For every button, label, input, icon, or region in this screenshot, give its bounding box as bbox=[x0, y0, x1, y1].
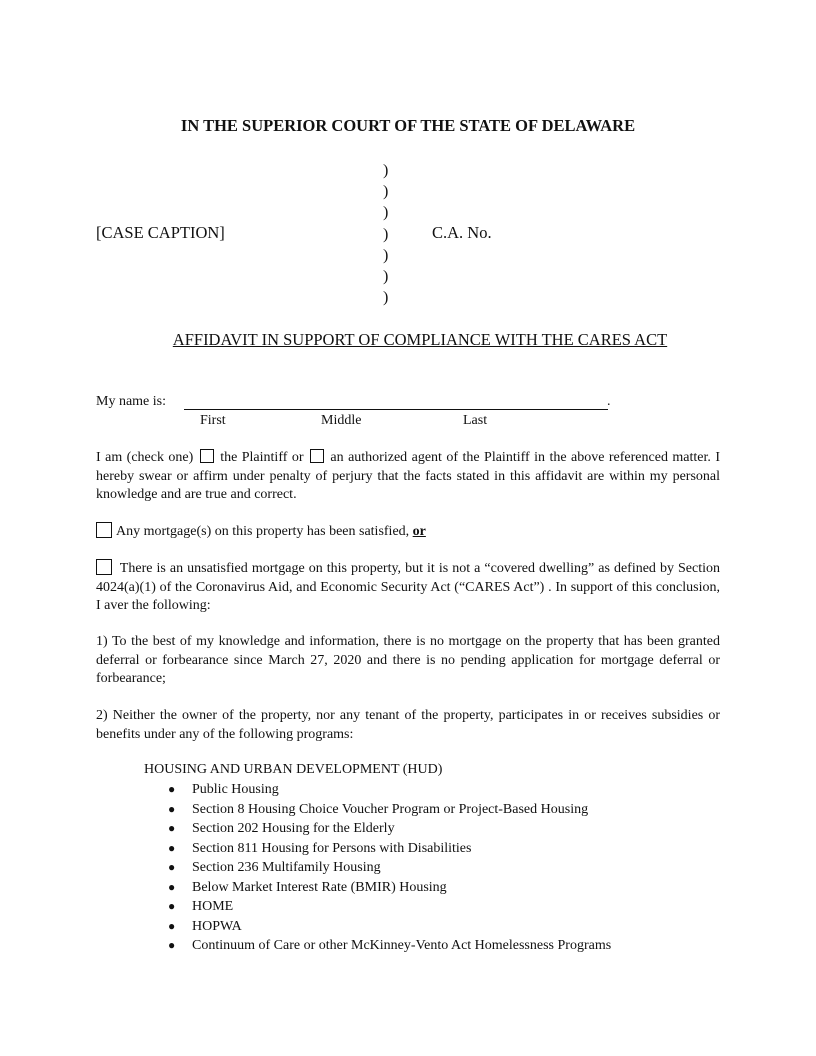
bullet-icon: ● bbox=[168, 782, 176, 796]
list-item-text: HOPWA bbox=[192, 918, 242, 934]
unsatisfied-text: There is an unsatisfied mortgage on this property, but it is not a “covered dwelling” as defined by Section 4024(a)(1) of the Coronavirus Aid, and Economic Security Act (“CARES Act”) . In support of this conclusion, I aver the following: bbox=[96, 561, 721, 613]
hud-program-list bbox=[168, 780, 611, 956]
list-item bbox=[168, 917, 611, 937]
point-2-paragraph: 2) Neither the owner of the property, nor any tenant of the property, participates in or receives subsidies or benefits under any of the following programs: bbox=[96, 708, 720, 742]
list-item bbox=[168, 897, 611, 917]
affidavit-title: AFFIDAVIT IN SUPPORT OF COMPLIANCE WITH THE CARES ACT bbox=[172, 330, 668, 349]
identity-option-plaintiff: the Plaintiff or bbox=[220, 450, 304, 465]
list-item-text: HOME bbox=[192, 899, 234, 914]
list-item-text: Section 202 Housing for the Elderly bbox=[192, 821, 395, 836]
name-sub-last: Last bbox=[463, 413, 488, 428]
identity-option-agent: an authorized agent of the Plaintiff in the above referenced matter. I hereby swear or affirm under penalty of perjury that the facts stated in this affidavit are within my personal knowledge and are true and correct. bbox=[96, 450, 720, 502]
satisfied-checkbox[interactable] bbox=[96, 522, 112, 538]
list-item-text: Continuum of Care or other McKinney-Vento Act Homelessness Programs bbox=[192, 938, 612, 953]
bullet-icon: ● bbox=[168, 840, 176, 855]
bullet-icon: ● bbox=[168, 821, 176, 835]
name-sub-first: First bbox=[200, 413, 226, 428]
list-item-text: Public Housing bbox=[192, 782, 279, 797]
bullet-icon: ● bbox=[168, 860, 176, 874]
name-sub-middle: Middle bbox=[321, 413, 362, 428]
caption-paren: ) bbox=[383, 247, 389, 264]
satisfied-text: Any mortgage(s) on this property has been satisfied, bbox=[116, 524, 410, 539]
list-item-text: Below Market Interest Rate (BMIR) Housing bbox=[192, 879, 447, 895]
bullet-icon: ● bbox=[168, 899, 176, 913]
court-title: IN THE SUPERIOR COURT OF THE STATE OF DELAWARE bbox=[180, 116, 636, 135]
name-terminator: . bbox=[607, 394, 611, 409]
identity-paragraph bbox=[96, 449, 720, 505]
identity-prefix: I am (check one) bbox=[96, 450, 194, 465]
list-item-text: Section 8 Housing Choice Voucher Program or Project-Based Housing bbox=[192, 801, 589, 817]
caption-paren: ) bbox=[383, 226, 389, 243]
list-item-text: Section 236 Multifamily Housing bbox=[192, 860, 381, 875]
list-item bbox=[168, 819, 611, 839]
list-item bbox=[168, 858, 611, 878]
name-label: My name is: bbox=[96, 394, 166, 409]
name-input-line[interactable] bbox=[184, 409, 608, 410]
bullet-icon: ● bbox=[168, 801, 176, 816]
option-unsatisfied bbox=[96, 559, 720, 616]
list-item bbox=[168, 936, 611, 956]
caption-paren: ) bbox=[383, 162, 389, 179]
bullet-icon: ● bbox=[168, 918, 176, 933]
hud-heading: HOUSING AND URBAN DEVELOPMENT (HUD) bbox=[144, 762, 443, 777]
list-item bbox=[168, 800, 611, 820]
list-item bbox=[168, 839, 611, 859]
plaintiff-checkbox[interactable] bbox=[200, 449, 214, 463]
unsatisfied-checkbox[interactable] bbox=[96, 559, 112, 575]
case-caption: [CASE CAPTION] bbox=[96, 223, 225, 242]
list-item-text: Section 811 Housing for Persons with Disabilities bbox=[192, 840, 472, 856]
bullet-icon: ● bbox=[168, 938, 176, 952]
point-1-paragraph: 1) To the best of my knowledge and information, there is no mortgage on the property that has been granted deferral or forbearance since March 27, 2020 and there is no pending application for mortgage deferral or forbearance; bbox=[96, 634, 720, 686]
case-number-label: C.A. No. bbox=[432, 223, 492, 242]
bullet-icon: ● bbox=[168, 879, 176, 894]
list-item bbox=[168, 780, 611, 800]
or-emphasis: or bbox=[412, 524, 426, 539]
agent-checkbox[interactable] bbox=[310, 449, 324, 463]
caption-paren: ) bbox=[383, 183, 389, 200]
caption-paren: ) bbox=[383, 289, 389, 306]
caption-paren: ) bbox=[383, 204, 389, 221]
caption-paren: ) bbox=[383, 268, 389, 285]
list-item bbox=[168, 878, 611, 898]
option-satisfied bbox=[96, 522, 720, 542]
